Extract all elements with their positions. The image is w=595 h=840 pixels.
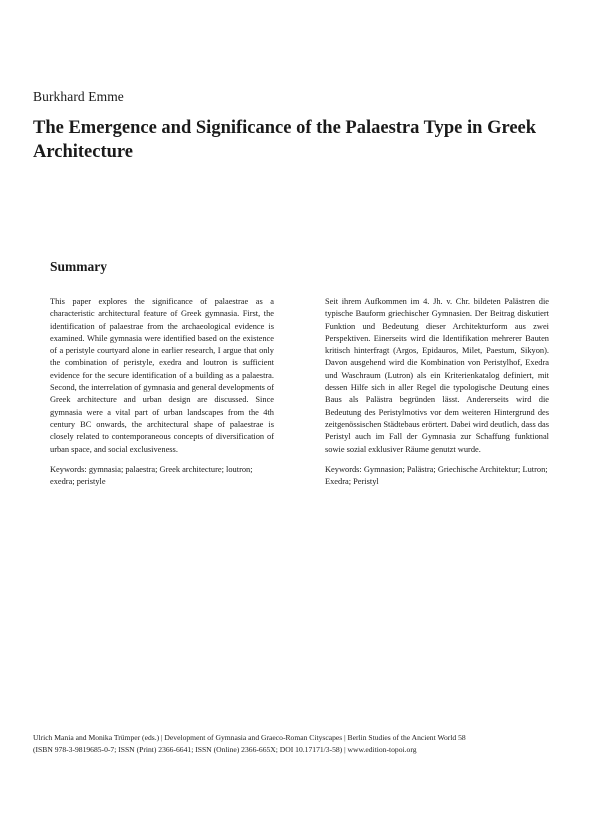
author-name: Burkhard Emme: [33, 89, 124, 104]
summary-heading: Summary: [50, 259, 107, 274]
english-abstract: This paper explores the significance of palaestrae as a characteristic architectural feature of Greek gymnasia. First, the identification of palaestrae from the archaeological evidence is examined. While gymnasia were identified based on the existence of a peristyle courtyard alone in earlier research, I argue that only the combination of peristyle, exedra and loutron is sufficient evidence for the secure identification of a building as a palaestra. Second, the interrelation of gymnasia and general developments of Greek architecture and urban design are discussed. Since gymnasia were a vital part of urban landscapes from the 4th century BC onwards, the architectural shape of palaestrae is closely related to contemporaneous concepts of diversification of urban space, and social exclusiveness.: [50, 297, 274, 454]
german-abstract: Seit ihrem Aufkommen im 4. Jh. v. Chr. bildeten Palästren die typische Bauform griechischer Gymnasien. Der Beitrag diskutiert Funktion und Bedeutung dieser Architekturform aus zwei Perspektiven. Einerseits wird die Identifikation mehrerer Bauten kritisch hinterfragt (Argos, Epidauros, Milet, Paestum, Sikyon). Davon ausgehend wird die Kombination von Peristylhof, Exedra und Waschraum (Lutron) als ein Kriterienkatalog definiert, mit dessen Hilfe sich in aller Regel die typologische Deutung eines Baus als Palästra begründen lässt. Andererseits wird die Bedeutung des Peristylmotivs vor dem weiteren Hintergrund des zeitgenössischen Städtebaus erörtert. Dabei wird deutlich, dass das Peristyl auch im Fall der Gymnasia zur Schaffung funktional sowie sozial exklusiver Räume genutzt wurde.: [325, 297, 549, 454]
english-keywords: Keywords: gymnasia; palaestra; Greek architecture; loutron; exedra; peristyle: [50, 464, 253, 487]
paper-title: The Emergence and Significance of the Palaestra Type in Greek Architecture: [33, 118, 537, 162]
english-summary-column: [50, 296, 274, 496]
footer-citation-line: Ulrich Mania and Monika Trümper (eds.) | Development of Gymnasia and Graeco-Roman Cityscapes | Berlin Studies of the Ancient World 58: [33, 733, 466, 742]
publication-footer: [33, 732, 573, 756]
german-summary-column: [325, 296, 549, 496]
footer-identifiers-line: (ISBN 978-3-9819685-0-7; ISSN (Print) 2366-6641; ISSN (Online) 2366-665X; DOI 10.17171/3-58) | www.edition-topoi.org: [33, 744, 417, 754]
german-keywords: Keywords: Gymnasion; Palästra; Griechische Architektur; Lutron; Exedra; Peristyl: [325, 464, 548, 487]
